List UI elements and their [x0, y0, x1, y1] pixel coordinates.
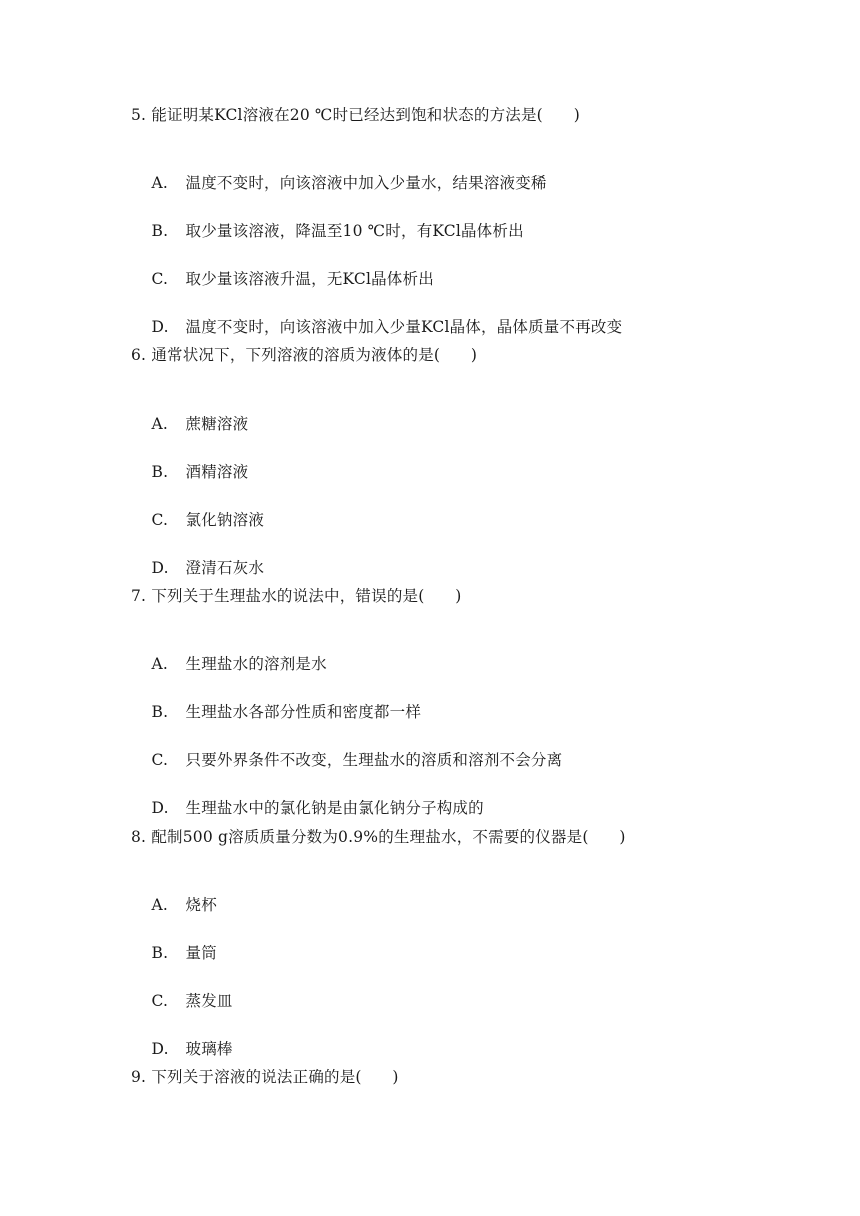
option-letter: C.: [151, 992, 169, 1010]
option-text: 温度不变时，向该溶液中加入少量水，结果溶液变稀: [185, 174, 547, 192]
option-text: 量筒: [185, 944, 217, 962]
option-letter: D.: [151, 559, 169, 577]
option-letter: C.: [151, 511, 169, 529]
option-letter: D.: [151, 318, 169, 336]
option-text: 玻璃棒: [185, 1040, 233, 1058]
option-letter: B.: [151, 463, 169, 481]
option-letter: B.: [151, 944, 169, 962]
option-text: 蔗糖溶液: [185, 415, 249, 433]
question-5-stem: 5. 能证明某KCl溶液在20 ℃时已经达到饱和状态的方法是( ): [131, 106, 580, 124]
option-letter: B.: [151, 703, 169, 721]
option-text: 酒精溶液: [185, 463, 249, 481]
option-letter: A.: [151, 655, 169, 673]
option-letter: A.: [151, 415, 169, 433]
option-text: 蒸发皿: [185, 992, 233, 1010]
question-6-stem: 6. 通常状况下，下列溶液的溶质为液体的是( ): [131, 346, 478, 364]
option-letter: B.: [151, 222, 169, 240]
option-letter: A.: [151, 174, 169, 192]
question-8-stem: 8. 配制500 g溶质质量分数为0.9%的生理盐水，不需要的仪器是( ): [131, 828, 626, 846]
option-text: 只要外界条件不改变，生理盐水的溶质和溶剂不会分离: [185, 751, 563, 769]
option-text: 取少量该溶液升温，无KCl晶体析出: [185, 270, 434, 288]
question-9-stem: 9. 下列关于溶液的说法正确的是( ): [131, 1068, 399, 1086]
question-7-stem: 7. 下列关于生理盐水的说法中，错误的是( ): [131, 587, 462, 605]
option-letter: C.: [151, 270, 169, 288]
option-text: 氯化钠溶液: [185, 511, 265, 529]
option-text: 澄清石灰水: [185, 559, 265, 577]
option-letter: D.: [151, 1040, 169, 1058]
option-letter: D.: [151, 799, 169, 817]
option-text: 生理盐水中的氯化钠是由氯化钠分子构成的: [185, 799, 484, 817]
option-text: 烧杯: [185, 896, 217, 914]
option-letter: C.: [151, 751, 169, 769]
option-text: 生理盐水各部分性质和密度都一样: [185, 703, 422, 721]
option-text: 温度不变时，向该溶液中加入少量KCl晶体，晶体质量不再改变: [185, 318, 623, 336]
option-letter: A.: [151, 896, 169, 914]
option-text: 取少量该溶液，降温至10 ℃时，有KCl晶体析出: [185, 222, 524, 240]
option-text: 生理盐水的溶剂是水: [185, 655, 327, 673]
